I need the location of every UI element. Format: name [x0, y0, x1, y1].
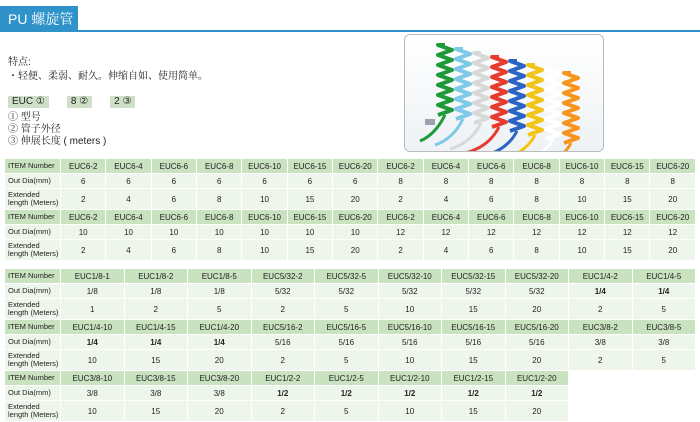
table-cell: 10: [242, 240, 287, 261]
table-cell: 6: [242, 174, 287, 189]
table-cell: EUC1/2-20: [505, 371, 569, 386]
row-label: Extended length (Meters): [5, 401, 61, 422]
table-row: [5, 320, 696, 335]
table-cell: 10: [197, 225, 242, 240]
table-cell: 10: [61, 225, 106, 240]
table-cell: 12: [559, 225, 604, 240]
table-cell: 10: [559, 240, 604, 261]
table-cell: 5/16: [442, 335, 506, 350]
row-label: Extended length (Meters): [5, 189, 61, 210]
table-cell: 3/8: [632, 335, 696, 350]
table-cell: 15: [124, 401, 188, 422]
table-cell: 10: [61, 350, 125, 371]
table-cell: 10: [333, 225, 378, 240]
table-cell: 8: [514, 189, 559, 210]
table-cell: 1: [61, 299, 125, 320]
table-cell: 20: [188, 350, 252, 371]
table-cell: EUC6-10: [242, 210, 287, 225]
table-cell: 2: [569, 350, 633, 371]
features-heading: 特点:: [8, 57, 31, 68]
table-cell: 4: [423, 240, 468, 261]
table-cell: EUC1/8-1: [61, 269, 125, 284]
features-line: ・轻便、柔弱、耐久。伸缩自如、使用简单。: [8, 71, 208, 82]
row-label: ITEM Number: [5, 159, 61, 174]
table-row: [5, 299, 696, 320]
coil-tube: [564, 73, 578, 143]
table-cell: 10: [61, 401, 125, 422]
table-cell: 2: [61, 240, 106, 261]
table-cell: 12: [650, 225, 696, 240]
table-cell: 10: [559, 189, 604, 210]
table-row: [5, 401, 696, 422]
table-cell: 15: [442, 350, 506, 371]
table-cell: EUC1/8-5: [188, 269, 252, 284]
table-cell: 1/2: [505, 386, 569, 401]
spec-table-inch: [4, 268, 696, 422]
table-cell: EUC1/4-15: [124, 320, 188, 335]
table-cell: 20: [650, 240, 696, 261]
table-cell: EUC6-6: [151, 210, 196, 225]
table-cell: 1/2: [378, 386, 442, 401]
table-cell: 15: [442, 299, 506, 320]
table-cell: EUC5/16-10: [378, 320, 442, 335]
table-cell: 1/4: [124, 335, 188, 350]
table-cell: 12: [378, 225, 423, 240]
row-label: ITEM Number: [5, 210, 61, 225]
table-cell: 6: [61, 174, 106, 189]
table-cell: 1/2: [442, 386, 506, 401]
table-cell: EUC1/2-10: [378, 371, 442, 386]
table-cell: 4: [106, 240, 151, 261]
row-label: Extended length (Meters): [5, 350, 61, 371]
table-cell: EUC1/4-20: [188, 320, 252, 335]
table-row: [5, 210, 696, 225]
table-cell: EUC6-8: [197, 210, 242, 225]
table-cell: 2: [251, 401, 315, 422]
table-cell: EUC6-4: [106, 210, 151, 225]
table-cell: 2: [251, 299, 315, 320]
table-cell: 2: [378, 240, 423, 261]
legend-item: ① 型号: [8, 112, 41, 123]
table-cell: EUC1/4-10: [61, 320, 125, 335]
table-cell: 1/4: [61, 335, 125, 350]
table-cell: 1/4: [569, 284, 633, 299]
table-cell: 6: [151, 240, 196, 261]
title-bar: [0, 6, 700, 34]
table-cell: 8: [514, 174, 559, 189]
table-cell: 5/32: [378, 284, 442, 299]
table-cell: [569, 371, 633, 386]
model-code: [8, 96, 153, 108]
product-photo: [404, 34, 604, 152]
title-underline: [78, 30, 700, 32]
table-cell: 10: [287, 225, 332, 240]
table-cell: EUC5/16-15: [442, 320, 506, 335]
table-cell: 5: [632, 350, 696, 371]
table-cell: 8: [423, 174, 468, 189]
table-cell: 10: [242, 189, 287, 210]
table-cell: EUC1/2-2: [251, 371, 315, 386]
table-cell: 6: [197, 174, 242, 189]
table-cell: 8: [469, 174, 514, 189]
table-cell: 20: [188, 401, 252, 422]
table-cell: 12: [469, 225, 514, 240]
table-cell: 20: [333, 189, 378, 210]
row-label: ITEM Number: [5, 371, 61, 386]
table-cell: 15: [605, 240, 650, 261]
table-cell: EUC6-20: [333, 159, 378, 174]
code-part-2: 8 ②: [67, 96, 92, 108]
table-cell: EUC3/8-10: [61, 371, 125, 386]
row-label: Extended length (Meters): [5, 240, 61, 261]
table-row: [5, 159, 696, 174]
table-cell: EUC6-2: [378, 159, 423, 174]
code-part-1: EUC ①: [8, 96, 49, 108]
table-cell: EUC6-20: [650, 159, 696, 174]
coil-tail: [480, 131, 517, 151]
table-cell: 1/4: [188, 335, 252, 350]
table-cell: 6: [469, 189, 514, 210]
table-row: [5, 189, 696, 210]
table-cell: 5: [315, 299, 379, 320]
table-cell: 20: [505, 350, 569, 371]
table-cell: EUC1/2-15: [442, 371, 506, 386]
coil-tail: [450, 123, 481, 149]
table-cell: 6: [151, 189, 196, 210]
code-part-3: 2 ③: [110, 96, 135, 108]
table-cell: 2: [251, 350, 315, 371]
table-cell: 3/8: [569, 335, 633, 350]
legend-item: ③ 伸展长度 ( meters ): [8, 136, 107, 147]
table-cell: 15: [442, 401, 506, 422]
table-cell: 6: [333, 174, 378, 189]
table-cell: EUC6-10: [242, 159, 287, 174]
page-title: PU 螺旋管: [0, 6, 78, 32]
table-cell: EUC6-15: [605, 210, 650, 225]
table-cell: 2: [569, 299, 633, 320]
code-legend: [8, 112, 106, 148]
table-cell: EUC6-2: [61, 210, 106, 225]
table-row: [5, 350, 696, 371]
coil-tail: [420, 115, 445, 141]
table-cell: 10: [151, 225, 196, 240]
row-label: Extended length (Meters): [5, 299, 61, 320]
table-cell: EUC5/16-2: [251, 320, 315, 335]
table-cell: EUC6-8: [514, 210, 559, 225]
table-cell: EUC1/4-2: [569, 269, 633, 284]
table-cell: 1/8: [188, 284, 252, 299]
table-cell: EUC6-15: [287, 159, 332, 174]
table-cell: [632, 386, 696, 401]
legend-item: ② 管子外径: [8, 124, 61, 135]
table-row: [5, 174, 696, 189]
table-cell: [632, 401, 696, 422]
row-label: ITEM Number: [5, 320, 61, 335]
table-cell: 8: [514, 240, 559, 261]
table-cell: 15: [287, 189, 332, 210]
table-cell: EUC6-8: [514, 159, 559, 174]
table-row: [5, 225, 696, 240]
table-cell: 20: [505, 401, 569, 422]
table-row: [5, 269, 696, 284]
table-cell: EUC1/2-5: [315, 371, 379, 386]
table-cell: 8: [378, 174, 423, 189]
table-cell: EUC3/8-15: [124, 371, 188, 386]
table-cell: 6: [469, 240, 514, 261]
table-cell: 1/8: [61, 284, 125, 299]
table-row: [5, 284, 696, 299]
coil-tube: [510, 61, 524, 131]
table-cell: 15: [287, 240, 332, 261]
row-label: Out Dia(mm): [5, 174, 61, 189]
table-cell: EUC5/16-20: [505, 320, 569, 335]
table-cell: 2: [61, 189, 106, 210]
table-cell: 10: [378, 350, 442, 371]
table-cell: EUC6-15: [287, 210, 332, 225]
table-cell: EUC3/8-2: [569, 320, 633, 335]
table-cell: 8: [650, 174, 696, 189]
table-cell: EUC5/32-20: [505, 269, 569, 284]
table-cell: 10: [242, 225, 287, 240]
table-cell: EUC6-10: [559, 159, 604, 174]
table-cell: 12: [605, 225, 650, 240]
table-cell: EUC6-20: [333, 210, 378, 225]
table-cell: 15: [124, 350, 188, 371]
table-cell: EUC3/8-5: [632, 320, 696, 335]
coil-tube: [474, 53, 488, 123]
table-cell: 5: [188, 299, 252, 320]
table-cell: 5/32: [442, 284, 506, 299]
table-cell: EUC6-20: [650, 210, 696, 225]
table-cell: 12: [514, 225, 559, 240]
table-cell: EUC5/32-15: [442, 269, 506, 284]
table-cell: [632, 371, 696, 386]
table-cell: EUC6-2: [378, 210, 423, 225]
coiled-tubes-image: [405, 35, 603, 151]
table-cell: 15: [605, 189, 650, 210]
table-cell: 10: [378, 401, 442, 422]
row-label: ITEM Number: [5, 269, 61, 284]
table-cell: EUC6-10: [559, 210, 604, 225]
table-cell: EUC6-4: [106, 159, 151, 174]
table-cell: EUC5/32-5: [315, 269, 379, 284]
table-cell: 6: [151, 174, 196, 189]
table-cell: 8: [197, 240, 242, 261]
table-cell: 1/8: [124, 284, 188, 299]
table-cell: 5/16: [505, 335, 569, 350]
table-cell: 5/32: [315, 284, 379, 299]
table-cell: EUC6-6: [469, 210, 514, 225]
table-cell: 6: [106, 174, 151, 189]
table-cell: 3/8: [188, 386, 252, 401]
table-cell: 3/8: [61, 386, 125, 401]
coil-tube: [492, 57, 506, 127]
row-label: Out Dia(mm): [5, 284, 61, 299]
table-cell: 5: [315, 350, 379, 371]
table-cell: 8: [197, 189, 242, 210]
table-cell: EUC5/32-10: [378, 269, 442, 284]
table-cell: 3/8: [124, 386, 188, 401]
table-cell: 5/16: [378, 335, 442, 350]
row-label: Out Dia(mm): [5, 225, 61, 240]
table-cell: EUC6-4: [423, 210, 468, 225]
table-cell: EUC6-8: [197, 159, 242, 174]
table-cell: 10: [106, 225, 151, 240]
coil-tube: [528, 65, 542, 135]
row-label: Out Dia(mm): [5, 386, 61, 401]
spec-table-metric: [4, 158, 696, 261]
table-cell: EUC6-6: [469, 159, 514, 174]
table-cell: 5: [315, 401, 379, 422]
coil-tube: [438, 45, 452, 115]
coil-tube: [456, 49, 470, 119]
table-cell: EUC1/4-5: [632, 269, 696, 284]
table-row: [5, 240, 696, 261]
features-block: [8, 56, 208, 84]
table-cell: 2: [124, 299, 188, 320]
table-row: [5, 386, 696, 401]
table-cell: 12: [423, 225, 468, 240]
table-cell: EUC5/16-5: [315, 320, 379, 335]
fitting-icon: [425, 119, 435, 125]
table-cell: 5/32: [505, 284, 569, 299]
table-cell: 5: [632, 299, 696, 320]
table-cell: 20: [650, 189, 696, 210]
table-cell: EUC6-2: [61, 159, 106, 174]
table-cell: EUC5/32-2: [251, 269, 315, 284]
row-label: Out Dia(mm): [5, 335, 61, 350]
table-cell: 8: [605, 174, 650, 189]
table-cell: EUC3/8-20: [188, 371, 252, 386]
table-cell: 20: [505, 299, 569, 320]
table-cell: EUC6-15: [605, 159, 650, 174]
table-cell: 5/32: [251, 284, 315, 299]
table-row: [5, 371, 696, 386]
table-cell: [569, 386, 633, 401]
table-cell: 1/2: [251, 386, 315, 401]
table-cell: EUC6-6: [151, 159, 196, 174]
table-cell: 4: [106, 189, 151, 210]
table-row: [5, 335, 696, 350]
table-cell: 20: [333, 240, 378, 261]
table-cell: [569, 401, 633, 422]
table-cell: 2: [378, 189, 423, 210]
table-cell: 5/16: [315, 335, 379, 350]
table-cell: 5/16: [251, 335, 315, 350]
table-cell: 10: [378, 299, 442, 320]
table-cell: 6: [287, 174, 332, 189]
table-cell: 4: [423, 189, 468, 210]
table-cell: EUC1/8-2: [124, 269, 188, 284]
table-cell: 1/2: [315, 386, 379, 401]
table-cell: 1/4: [632, 284, 696, 299]
coil-tube: [546, 69, 560, 139]
table-cell: 8: [559, 174, 604, 189]
table-cell: EUC6-4: [423, 159, 468, 174]
